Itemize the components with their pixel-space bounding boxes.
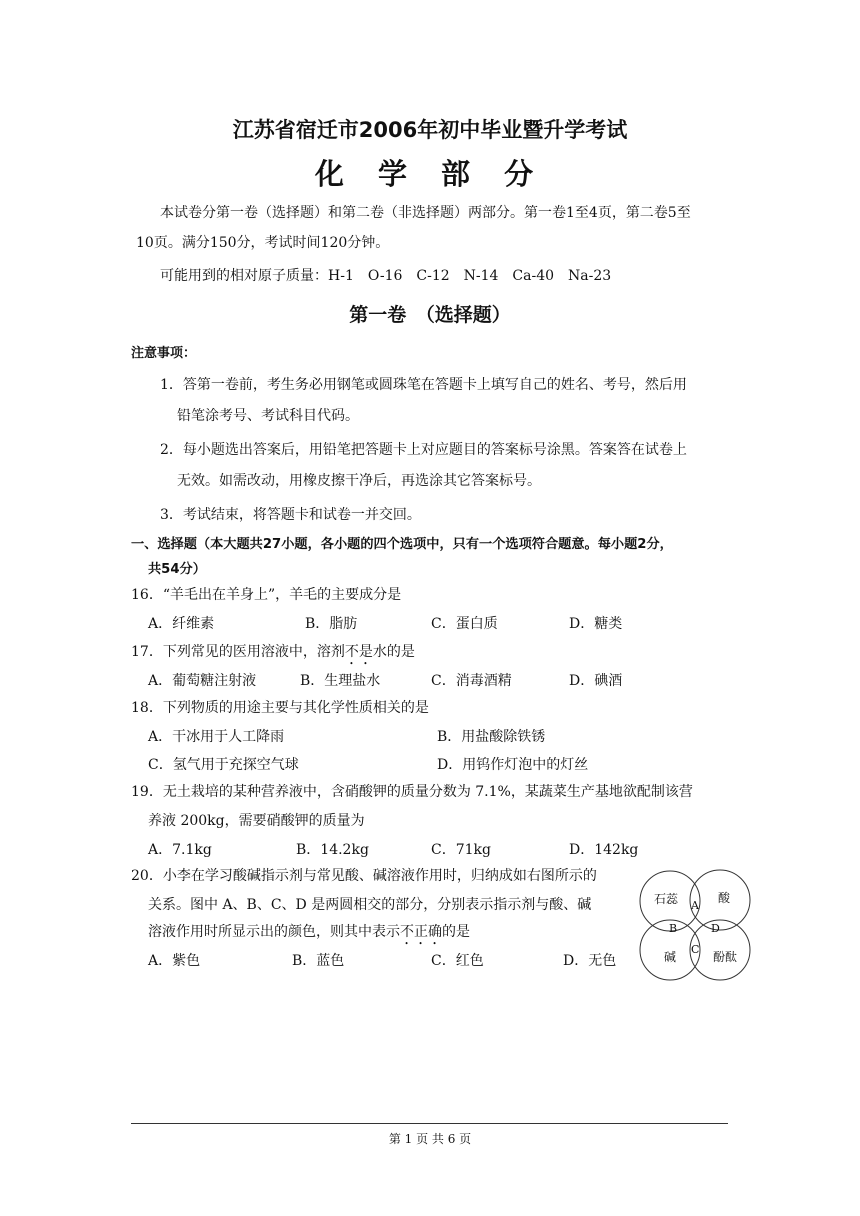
q17-option-b: B．生理盐水 — [300, 673, 381, 689]
venn-label-litmus: 石蕊 — [654, 892, 679, 906]
venn-region-c: C — [691, 943, 700, 956]
note-1a: 1．答第一卷前，考生务必用钢笔或圆珠笔在答题卡上填写自己的姓名、考号，然后用 — [160, 377, 687, 393]
q18-option-d: D．用钨作灯泡中的灯丝 — [437, 757, 589, 773]
note-1b: 铅笔涂考号、考试科目代码。 — [177, 408, 359, 424]
section-heading-2: 共54分） — [148, 562, 206, 577]
q19-stem-2: 养液 200kg，需要硝酸钾的质量为 — [148, 813, 365, 829]
page-number: 第 1 页 共 6 页 — [388, 1132, 472, 1146]
exam-title: 江苏省宿迁市2006年初中毕业暨升学考试 — [232, 118, 628, 142]
intro-line-2: 10页。满分150分，考试时间120分钟。 — [136, 235, 390, 251]
intro-line-1: 本试卷分第一卷（选择题）和第二卷（非选择题）两部分。第一卷1至4页，第二卷5至 — [160, 205, 691, 221]
q19-stem-1: 19．无土栽培的某种营养液中，含硝酸钾的质量分数为 7.1%，某蔬菜生产基地欲配制该营 — [131, 784, 693, 800]
q18-option-b: B．用盐酸除铁锈 — [437, 729, 546, 745]
q16-option-a: A．纤维素 — [148, 616, 215, 632]
q19-option-b: B．14.2kg — [296, 842, 369, 858]
venn-label-phenolphthalein: 酚酞 — [713, 950, 738, 964]
q18-stem: 18．下列物质的用途主要与其化学性质相关的是 — [131, 700, 429, 716]
indicator-venn-diagram — [634, 868, 754, 982]
volume-title: 第一卷 （选择题） — [349, 304, 511, 326]
q20-stem-3: 溶液作用时所显示出的颜色，则其中表示不正确的是 — [148, 924, 470, 940]
q20-stem-2: 关系。图中 A、B、C、D 是两圆相交的部分，分别表示指示剂与酸、碱 — [148, 897, 592, 913]
q16-stem: 16．“羊毛出在羊身上”，羊毛的主要成分是 — [131, 587, 402, 603]
footer-divider — [131, 1123, 728, 1124]
q18-option-a: A．干冰用于人工降雨 — [148, 729, 285, 745]
venn-region-b: B — [669, 922, 678, 935]
q18-option-c: C．氢气用于充探空气球 — [148, 757, 299, 773]
note-3: 3．考试结束，将答题卡和试卷一并交回。 — [160, 507, 421, 523]
q17-option-a: A．葡萄糖注射液 — [148, 673, 257, 689]
q16-option-b: B．脂肪 — [305, 616, 358, 632]
q16-option-d: D．糖类 — [569, 616, 623, 632]
q20-option-d: D．无色 — [563, 953, 617, 969]
q19-option-c: C．71kg — [431, 842, 491, 858]
q19-option-d: D．142kg — [569, 842, 639, 858]
notes-heading: 注意事项： — [131, 346, 197, 361]
q20-option-a: A．紫色 — [148, 953, 201, 969]
q20-option-b: B．蓝色 — [292, 953, 345, 969]
venn-label-base: 碱 — [664, 950, 677, 964]
venn-region-a: A — [691, 899, 699, 912]
note-2a: 2．每小题选出答案后，用铅笔把答题卡上对应题目的答案标号涂黑。答案答在试卷上 — [160, 442, 687, 458]
q20-stem-1: 20．小李在学习酸碱指示剂与常见酸、碱溶液作用时，归纳成如右图所示的 — [131, 868, 597, 884]
q17-option-d: D．碘酒 — [569, 673, 623, 689]
q20-option-c: C．红色 — [431, 953, 484, 969]
subject-title: 化 学 部 分 — [314, 157, 546, 191]
q20-emphasis: 不正确 — [400, 924, 442, 940]
venn-label-acid: 酸 — [718, 891, 731, 905]
q17-stem: 17．下列常见的医用溶液中，溶剂不是水的是 — [131, 644, 415, 660]
note-2b: 无效。如需改动，用橡皮擦干净后，再选涂其它答案标号。 — [177, 473, 541, 489]
q17-option-c: C．消毒酒精 — [431, 673, 512, 689]
q16-option-c: C．蛋白质 — [431, 616, 498, 632]
section-heading-1: 一、选择题（本大题共27小题，各小题的四个选项中，只有一个选项符合题意。每小题2分， — [131, 537, 673, 552]
atomic-masses: 可能用到的相对原子质量：H-1 O-16 C-12 N-14 Ca-40 Na-23 — [160, 268, 612, 284]
q19-option-a: A．7.1kg — [148, 842, 212, 858]
venn-region-d: D — [711, 922, 720, 935]
q17-emphasis: 不是 — [344, 644, 373, 660]
